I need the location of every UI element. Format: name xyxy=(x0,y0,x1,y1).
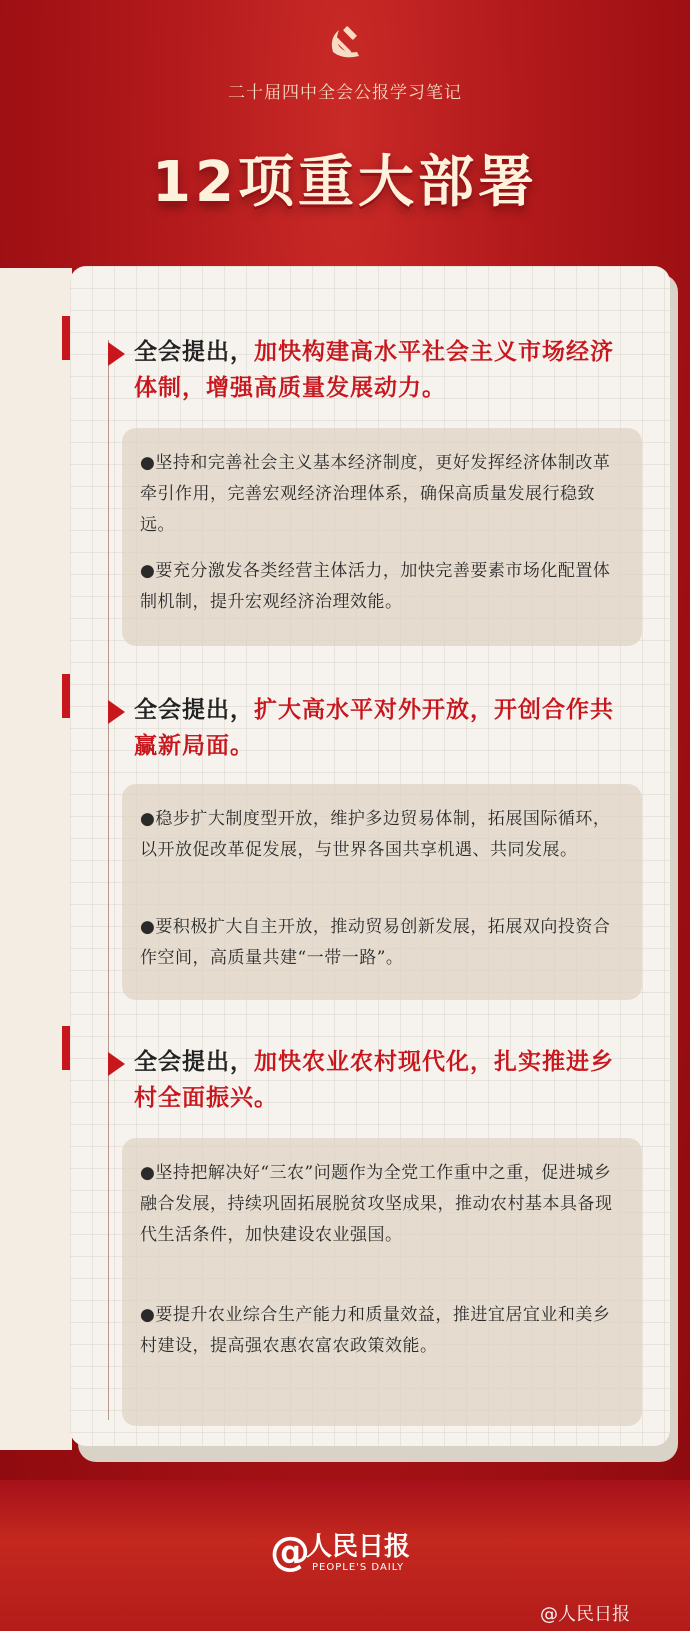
bullet-text: ●要提升农业综合生产能力和质量效益，推进宜居宜业和美乡村建设，提高强农惠农富农政策效能。 xyxy=(140,1305,611,1356)
section-heading xyxy=(134,1044,634,1116)
section-marker xyxy=(62,1026,70,1070)
red-triangle-icon xyxy=(108,700,125,724)
red-triangle-icon xyxy=(108,342,125,366)
heading-lead: 全会提出， xyxy=(134,696,254,723)
hammer-sickle-icon xyxy=(325,22,365,62)
timeline-line xyxy=(108,340,109,1420)
bullet-text: ●要积极扩大自主开放，推动贸易创新发展，拓展双向投资合作空间，高质量共建“一带一路”。 xyxy=(140,917,611,968)
watermark-text: @人民日报 xyxy=(540,1604,630,1625)
bullet-text: ●坚持把解决好“三农”问题作为全党工作重中之重，促进城乡融合发展，持续巩固拓展脱贫攻坚成果，推动农村基本具备现代生活条件，加快建设农业强国。 xyxy=(140,1163,613,1245)
section-heading xyxy=(134,692,634,764)
section-marker xyxy=(62,316,70,360)
peoples-daily-logo xyxy=(270,1529,430,1578)
page-title: 12项重大部署 xyxy=(152,150,538,215)
heading-lead: 全会提出， xyxy=(134,1048,254,1075)
page-subtitle: 二十届四中全会公报学习笔记 xyxy=(228,83,462,103)
logo-english-text: PEOPLE'S DAILY xyxy=(312,1562,405,1573)
heading-highlight: 加快农业农村现代化，扎实推进乡村全面振兴。 xyxy=(134,1048,614,1111)
bullet-text: ●要充分激发各类经营主体活力，加快完善要素市场化配置体制机制，提升宏观经济治理效能。 xyxy=(140,561,611,612)
heading-highlight: 扩大高水平对外开放，开创合作共赢新局面。 xyxy=(134,696,614,759)
red-triangle-icon xyxy=(108,1052,125,1076)
bullet-text: ●稳步扩大制度型开放，维护多边贸易体制，拓展国际循环，以开放促改革促发展，与世界各国共享机遇、共同发展。 xyxy=(140,809,611,860)
section-marker xyxy=(62,674,70,718)
section-heading xyxy=(134,334,634,406)
heading-highlight: 加快构建高水平社会主义市场经济体制，增强高质量发展动力。 xyxy=(134,338,614,401)
card-side-strip xyxy=(0,268,72,1450)
at-symbol-icon: @ xyxy=(270,1529,310,1575)
logo-chinese-text: 人民日报 xyxy=(306,1532,411,1562)
heading-lead: 全会提出， xyxy=(134,338,254,365)
bullet-text: ●坚持和完善社会主义基本经济制度，更好发挥经济体制改革牵引作用，完善宏观经济治理体系，确保高质量发展行稳致远。 xyxy=(140,453,611,535)
